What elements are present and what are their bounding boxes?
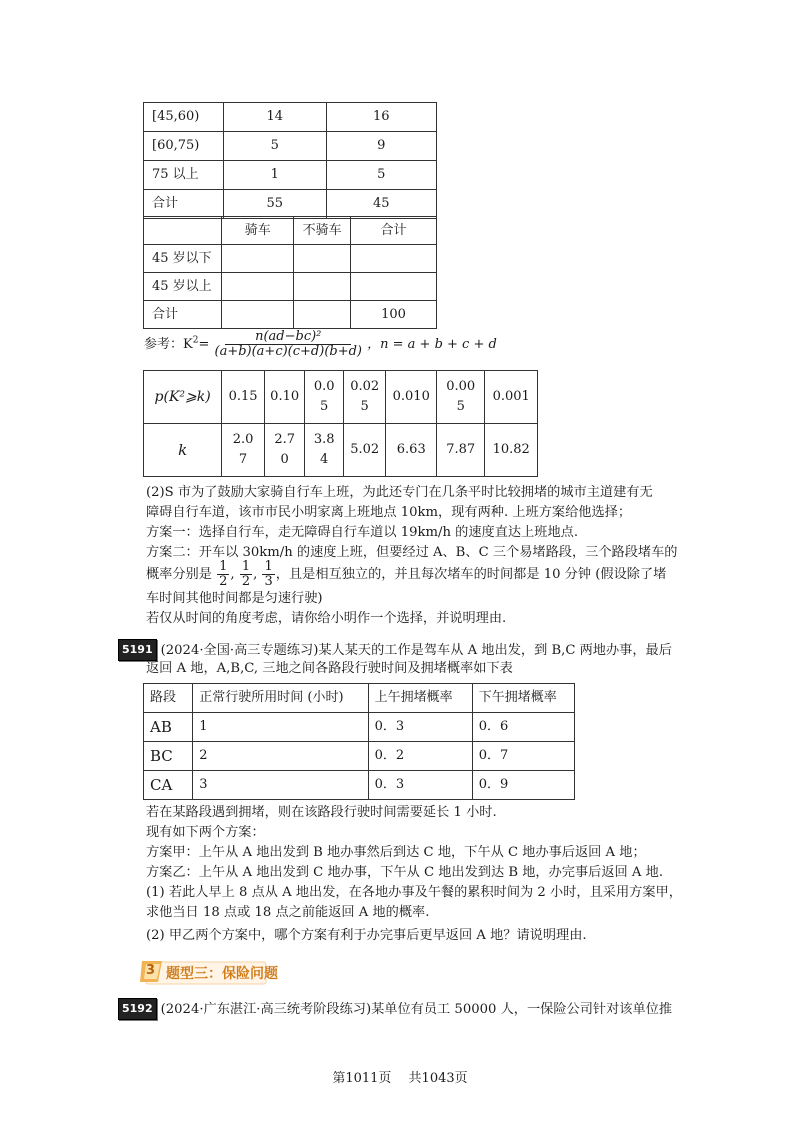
q2-line-1: (2)S 市为了鼓励大家骑自行车上班，为此还专门在几条平时比较拥堵的城市主道建有无 <box>146 485 653 500</box>
q2-line-5-suffix: ，且是相互独立的，并且每次堵车的时间都是 10 分钟 (假设除了堵 <box>275 567 667 582</box>
formula-suffix: ，n = a + b + c + d <box>367 337 497 352</box>
table-cell: 3 <box>193 771 368 800</box>
table-cell: 路段 <box>144 684 193 713</box>
table-row <box>144 742 575 771</box>
table-cell: 5 <box>326 161 436 190</box>
table-cell <box>222 245 294 273</box>
section-title: 题型三：保险问题 <box>166 966 278 982</box>
row-label: [45,60) <box>144 103 224 132</box>
table-cell: 0．6 <box>472 713 574 742</box>
table-cell: 45 <box>326 190 436 219</box>
q2-line-7: 若仅从时间的角度考虑，请你给小明作一个选择，并说明理由. <box>146 611 507 626</box>
k-value-cell: 2.0 7 <box>222 424 265 477</box>
section-number: 3 <box>146 963 156 978</box>
q2-line-4: 方案二：开车以 30km/h 的速度上班，但要经过 A、B、C 三个易堵路段，三个路段堵车的 <box>146 545 678 560</box>
table-cell: AB <box>144 713 193 742</box>
table-cell: 0．3 <box>368 713 472 742</box>
table-cell: 9 <box>326 132 436 161</box>
table-row <box>144 713 575 742</box>
table-cell: 骑车 <box>222 217 294 245</box>
q5191-line-6: 方案乙：上午从 A 地出发到 C 地办事，下午从 C 地出发到达 B 地，办完事后返回 A 地. <box>146 865 664 880</box>
table-cell: 0．2 <box>368 742 472 771</box>
q5191-line-1 <box>118 639 672 661</box>
q2-line-5: 概率分别是 $\frac{1}{2}$ , $\frac{1}{2}$ , $\frac{1}{3}$ ，且是相互独立的，并且每次堵车的时间都是 10 分钟 (假设除了堵 <box>146 559 667 589</box>
k-value-cell: 3.8 4 <box>305 424 343 477</box>
table-cell: 45 岁以下 <box>144 245 222 273</box>
table-cell: 0．9 <box>472 771 574 800</box>
p-value-cell: 0.00 5 <box>437 371 485 424</box>
formula-sup: 2 <box>192 335 199 346</box>
k-value-cell: 7.87 <box>437 424 485 477</box>
table-cell <box>294 301 351 329</box>
table-cell: 5 <box>223 132 326 161</box>
q5191-line-7: (1) 若此人早上 8 点从 A 地出发，在各地办事及午餐的累积时间为 2 小时，且采用方案甲， <box>146 885 682 900</box>
section-heading <box>140 956 278 986</box>
table-cell <box>351 273 437 301</box>
table-cell: 0．3 <box>368 771 472 800</box>
table-cell: 2 <box>193 742 368 771</box>
probability-row <box>144 371 538 424</box>
row-label: p(K²⩾k) <box>144 371 222 424</box>
table-row <box>144 771 575 800</box>
p-value-cell: 0.0 5 <box>305 371 343 424</box>
formula-fraction <box>215 330 363 359</box>
table-row <box>144 132 437 161</box>
fraction-3 <box>262 560 274 589</box>
p-value-cell: 0.15 <box>222 371 265 424</box>
table-header-row <box>144 684 575 713</box>
table-cell: 100 <box>351 301 437 329</box>
table-cell: 1 <box>193 713 368 742</box>
k-value-cell: 6.63 <box>386 424 437 477</box>
table-cell: 45 岁以上 <box>144 273 222 301</box>
contingency-table <box>143 216 437 329</box>
table-cell: 下午拥堵概率 <box>472 684 574 713</box>
q2-line-2: 障碍自行车道，该市市民小明家离上班地点 10km，现有两种. 上班方案给他选择； <box>146 505 632 520</box>
q5192-line-1 <box>118 998 672 1020</box>
q5191-line-5: 方案甲：上午从 A 地出发到 B 地办事然后到达 C 地，下午从 C 地办事后返回 A 地； <box>146 845 646 860</box>
frac1-den: 2 <box>219 574 228 589</box>
table-cell <box>294 273 351 301</box>
p-value-cell: 0.010 <box>386 371 437 424</box>
page-footer: 第1011页 共1043页 <box>332 1071 468 1086</box>
table-cell: 16 <box>326 103 436 132</box>
frac3-den: 3 <box>264 574 273 589</box>
table-row <box>144 301 437 329</box>
road-congestion-table <box>143 683 575 800</box>
k-squared-formula <box>144 330 497 359</box>
table-cell: 上午拥堵概率 <box>368 684 472 713</box>
formula-denominator: (a+b)(a+c)(c+d)(b+d) <box>214 344 362 359</box>
k-value-cell: 2.7 0 <box>264 424 305 477</box>
row-label: [60,75) <box>144 132 224 161</box>
q5191-line-8: 求他当日 18 点或 18 点之前能返回 A 地的概率. <box>146 905 430 920</box>
k-value-cell: 10.82 <box>485 424 538 477</box>
table-cell <box>294 245 351 273</box>
table-header-row <box>144 217 437 245</box>
q5191-line-4: 现有如下两个方案： <box>146 825 265 840</box>
table-cell <box>222 301 294 329</box>
fraction-1 <box>217 560 229 589</box>
table-cell: 合计 <box>351 217 437 245</box>
table-cell: 合计 <box>144 301 222 329</box>
frac1-num: 1 <box>219 559 228 574</box>
formula-prefix: 参考：K <box>144 337 193 352</box>
table-cell: 1 <box>223 161 326 190</box>
table-row <box>144 190 437 219</box>
q2-line-3: 方案一：选择自行车，走无障碍自行车道以 19km/h 的速度直达上班地点. <box>146 525 579 540</box>
row-label: 75 以上 <box>144 161 224 190</box>
frac2-den: 2 <box>241 574 251 589</box>
q5191-line-3: 若在某路段遇到拥堵，则在该路段行驶时间需要延长 1 小时. <box>146 805 497 820</box>
k-value-row <box>144 424 538 477</box>
fraction-2 <box>240 560 252 589</box>
question-number-badge: 5192 <box>118 998 157 1020</box>
table-cell: 55 <box>223 190 326 219</box>
question-number-badge: 5191 <box>118 639 157 661</box>
table-cell: 正常行驶所用时间 (小时) <box>193 684 368 713</box>
k-value-cell: 5.02 <box>343 424 386 477</box>
frac3-num: 1 <box>264 559 273 574</box>
table-cell <box>222 273 294 301</box>
table-cell: 不骑车 <box>294 217 351 245</box>
row-label: 合计 <box>144 190 224 219</box>
formula-numerator: n(ad−bc)² <box>225 330 351 345</box>
q2-line-5-prefix: 概率分别是 <box>146 567 212 582</box>
formula-eq: = <box>198 337 210 352</box>
table-cell: 14 <box>223 103 326 132</box>
frac2-num: 1 <box>241 559 251 574</box>
table-cell <box>144 217 222 245</box>
q5191-line-2: 返回 A 地，A,B,C, 三地之间各路段行驶时间及拥堵概率如下表 <box>146 661 513 676</box>
table-cell <box>351 245 437 273</box>
q5191-text-1: (2024·全国·高三专题练习)某人某天的工作是驾车从 A 地出发，到 B,C 两地办事，最后 <box>160 643 672 658</box>
row-label: k <box>144 424 222 477</box>
critical-value-table <box>143 370 538 477</box>
table-row <box>144 273 437 301</box>
table-cell: CA <box>144 771 193 800</box>
table-cell: 0．7 <box>472 742 574 771</box>
age-count-table <box>143 102 437 219</box>
p-value-cell: 0.001 <box>485 371 538 424</box>
table-cell: BC <box>144 742 193 771</box>
p-value-cell: 0.10 <box>264 371 305 424</box>
p-value-cell: 0.02 5 <box>343 371 386 424</box>
q5192-text-1: (2024·广东湛江·高三统考阶段练习)某单位有员工 50000 人，一保险公司针对该单位推 <box>160 1002 673 1017</box>
q2-line-6: 车时间其他时间都是匀速行驶) <box>146 591 323 606</box>
q5191-line-9: (2) 甲乙两个方案中，哪个方案有利于办完事后更早返回 A 地？请说明理由. <box>146 928 587 943</box>
table-row <box>144 161 437 190</box>
table-row <box>144 245 437 273</box>
table-row <box>144 103 437 132</box>
